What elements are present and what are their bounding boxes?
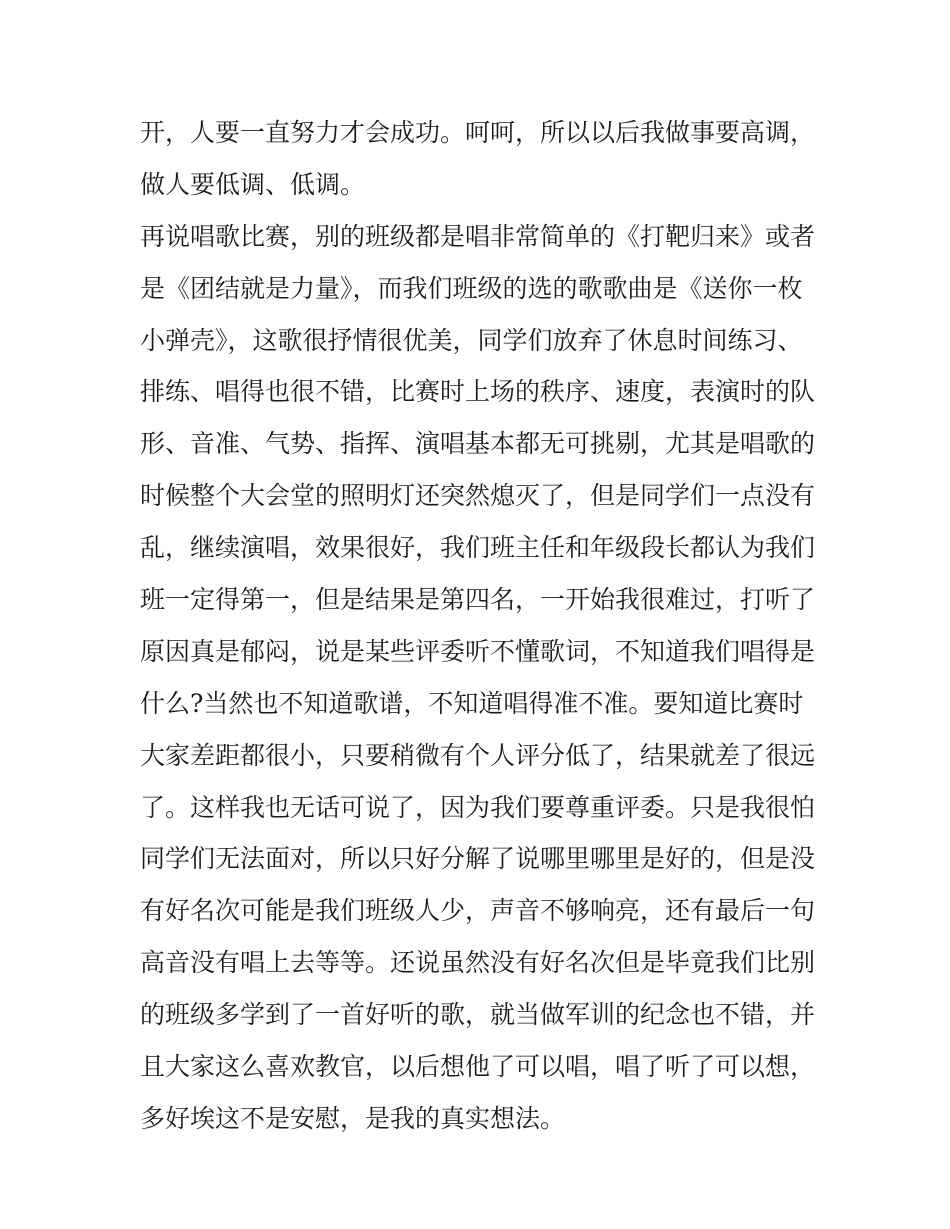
text-line: 再说唱歌比赛，别的班级都是唱非常简单的《打靶归来》或者 xyxy=(140,221,816,251)
text-line: 时候整个大会堂的照明灯还突然熄灭了，但是同学们一点没有 xyxy=(140,481,816,511)
text-line: 班一定得第一，但是结果是第四名，一开始我很难过，打听了 xyxy=(140,585,816,615)
text-line: 形、音准、气势、指挥、演唱基本都无可挑剔，尤其是唱歌的 xyxy=(140,429,816,459)
text-line: 大家差距都很小，只要稍微有个人评分低了，结果就差了很远 xyxy=(140,740,816,770)
text-line: 开，人要一直努力才会成功。呵呵，所以以后我做事要高调， xyxy=(140,118,816,147)
text-line: 了。这样我也无话可说了，因为我们要尊重评委。只是我很怕 xyxy=(140,792,816,822)
text-line: 什么?当然也不知道歌谱，不知道唱得准不准。要知道比赛时 xyxy=(140,688,804,718)
text-line: 有好名次可能是我们班级人少，声音不够响亮，还有最后一句 xyxy=(140,896,816,926)
text-line: 乱，继续演唱，效果很好，我们班主任和年级段长都认为我们 xyxy=(140,533,816,563)
body-text xyxy=(140,107,820,1145)
text-line: 原因真是郁闷，说是某些评委听不懂歌词，不知道我们唱得是 xyxy=(140,636,816,666)
text-line: 多好埃这不是安慰，是我的真实想法。 xyxy=(140,1103,566,1133)
text-line: 是《团结就是力量》，而我们班级的选的歌歌曲是《送你一枚 xyxy=(140,273,803,303)
text-line: 小弹壳》，这歌很抒情很优美，同学们放弃了休息时间练习、 xyxy=(140,325,803,355)
text-line: 同学们无法面对，所以只好分解了说哪里哪里是好的，但是没 xyxy=(140,844,816,874)
text-line: 排练、唱得也很不错，比赛时上场的秩序、速度，表演时的队 xyxy=(140,377,816,407)
text-line: 做人要低调、低调。 xyxy=(140,169,366,199)
text-line: 高音没有唱上去等等。还说虽然没有好名次但是毕竟我们比别 xyxy=(140,948,816,978)
text-line: 的班级多学到了一首好听的歌，就当做军训的纪念也不错，并 xyxy=(140,1000,816,1030)
text-line: 且大家这么喜欢教官，以后想他了可以唱，唱了听了可以想， xyxy=(140,1052,816,1082)
